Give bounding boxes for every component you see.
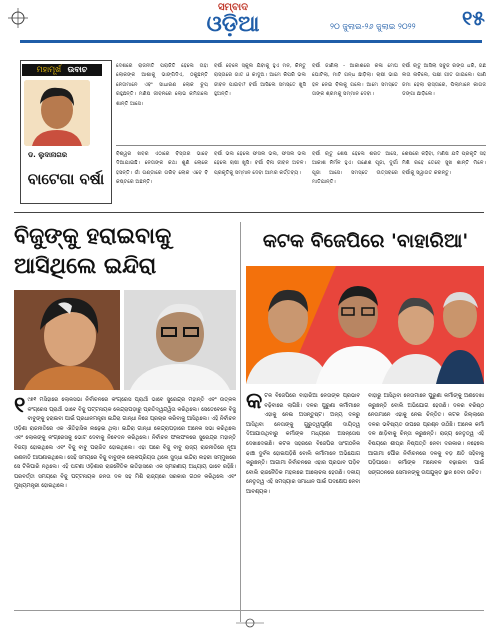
column-label-left: ମହାମୂର୍ଖ [36,65,62,74]
right-story-col2: ବାହାରୁ ଆସିଥିବା ନେତାମାନେ ପୁରୁଣା କର୍ମୀଙ୍କୁ ଅଣଦେଖା କରୁଛନ୍ତି ବୋଲି ଅଭିଯୋଗ ହେଉଛି। ଦଳର ବରିଷ୍ଠ ନେତାମାନେ ଏହାକୁ ନେଇ ଚିନ୍ତିତ। କଟକ ଜିଲ୍ଲାରେ ଦଳର ଭବିଷ୍ୟତ ଉପରେ ପ୍ରଶ୍ନ ଉଠିଛି। ଅନେକ କର୍ମୀ ଦଳ ଛାଡ଼ିବାକୁ ଚିନ୍ତା କରୁଛନ୍ତି। ରାଜ୍ୟ ନେତୃତ୍ୱ ଏହି ବିଷୟରେ ଶୀଘ୍ର ନିଷ୍ପତ୍ତି ନେବା ଦରକାର। ନହେଲେ ଆଗାମୀ ପୌର ନିର୍ବାଚନରେ ଦଳକୁ ବଡ଼ କ୍ଷତି ସହିବାକୁ ପଡ଼ିପାରେ। କର୍ମୀଙ୍କ ମନୋବଳ ବଢ଼ାଇବା ପାଇଁ ସଙ୍ଗଠନରେ ସେମାନଙ୍କୁ ଉପଯୁକ୍ତ ସ୍ଥାନ ଦେବା ଉଚିତ। [368,393,484,476]
brand-top: ସମ୍ବାଦ [218,2,248,13]
story-divider [240,222,241,622]
column-title: ବାଟେଗା ବର୍ଷା [27,170,105,188]
column-paragraph: ଦେଶରେ ରାଜନୀତି ପରାଜିତି ହେଲେ ତାହା ଲୋକଙ୍କ ଆଶାକୁ ଭାଙ୍ଗିଦିଏ, ଠକୁଛନ୍ତି ନେତାମାନେ ଏବଂ ସାଧାରଣ ଲୋକ ଚୁପ୍ ରହୁଛନ୍ତି। ମଣିଷ ଜୀବନରେ ଲୋଭ କମିଗଲେ ଶାନ୍ତି ଆସେ। [116,63,208,107]
left-headline-line1: ବିଜୁଙ୍କୁ ହରାଇବାକୁ [14,224,172,249]
indira-gandhi-photo [14,290,120,390]
bottom-rule [14,610,484,611]
left-dropcap: ୧ [14,396,26,418]
left-story-body [14,396,236,606]
column-label [22,64,102,76]
bjp-leaders-photo [246,266,484,384]
section-rule [14,212,484,213]
column-divider [116,145,486,146]
newspaper-brand [158,2,308,38]
issue-date: ୨୦ ଜୁଲାଇ-୨୬ ଜୁଲାଇ ୨୦୨୨ [330,22,416,31]
columnist-byline: ଡ. ଲୁଦାନାଗର [28,151,68,159]
column-paragraph: ବିଶ୍ୱର ଖବର ଏଠାରେ ବିସ୍ତାର ଭାବେ ଦିଆଯାଇଛି। ନେତାଙ୍କ କଥା ଶୁଣି ଲୋକେ ହସନ୍ତି। ଗାଁ ଗଣ୍ଡାରେ ଗରିବ ଲୋକ ଏବେ ବି କଷ୍ଟରେ ଅଛନ୍ତି। [116,151,208,186]
left-story-text: ୯୭୧ ମସିହାରେ ଲୋକସଭା ନିର୍ବାଚନରେ କଂଗ୍ରେସ ପ୍ରାର୍ଥୀ ଭାବେ ସୁରେନ୍ଦ୍ର ମହାନ୍ତି ଏବଂ ଉତ୍କଳ କଂଗ୍ରେସ ପ୍ରାର୍ଥୀ ଭାବେ ବିଜୁ ପଟ୍ଟନାୟକ କେନ୍ଦ୍ରାପଡ଼ାରୁ ପ୍ରତିଦ୍ୱନ୍ଦ୍ୱିତା କରିଥିଲେ। ସେତେବେଳେ ବିଜୁ ବାବୁଙ୍କୁ ହରାଇବା ପାଇଁ ପ୍ରଧାନମନ୍ତ୍ରୀ ଇନ୍ଦିରା ଗାନ୍ଧୀ ନିଜେ ପ୍ରଚାର କରିବାକୁ ଆସିଥିଲେ। ଏହି ନିର୍ବାଚନ ଓଡ଼ିଶା ରାଜନୀତିରେ ଏକ ଐତିହାସିକ ଲଢ଼େଇ ଥିଲା। ଇନ୍ଦିରା ଗାନ୍ଧୀ କେନ୍ଦ୍ରାପଡ଼ାରେ ଅନେକ ସଭା କରିଥିଲେ ଏବଂ ଲୋକଙ୍କୁ କଂଗ୍ରେସକୁ ଭୋଟ ଦେବାକୁ ନିବେଦନ କରିଥିଲେ। ନିର୍ବାଚନ ଫଳାଫଳରେ ସୁରେନ୍ଦ୍ର ମହାନ୍ତି ବିଜୟୀ ହୋଇଥିଲେ ଏବଂ ବିଜୁ ବାବୁ ପରାଜିତ ହୋଇଥିଲେ। ଏହା ପରେ ବିଜୁ ବାବୁ ରାଜ୍ୟ ରାଜନୀତିରେ ନୂଆ ରଣନୀତି ଆପଣାଇଥିଲେ। ସେହି ସମୟରେ ବିଜୁ ବାବୁଙ୍କ ଲୋକପ୍ରିୟତା ଥିଲେ ସୁଦ୍ଧା ଇନ୍ଦିରା ଲହରୀ ସମ୍ମୁଖରେ ସେ ଟିକିପାରି ନଥିଲେ। ଏହି ଘଟଣା ଓଡ଼ିଶାର ରାଜନୈତିକ ଇତିହାସରେ ଏକ ସ୍ମରଣୀୟ ଅଧ୍ୟାୟ ଭାବେ ରହିଛି। ପରବର୍ତ୍ତୀ ସମୟରେ ବିଜୁ ପଟ୍ଟନାୟକ ଜନତା ଦଳ ସହ ମିଶି ରାଜ୍ୟରେ ସରକାର ଗଠନ କରିଥିଲେ ଏବଂ ମୁଖ୍ୟମନ୍ତ୍ରୀ ହୋଇଥିଲେ। [14,397,236,490]
right-story-col1 [246,392,360,606]
right-story-text-1: ଟକ ବିଜେପିରେ ବାହାରିଆ ନେତାଙ୍କ ପ୍ରଭାବ ବଢ଼ିବାରେ ଲାଗିଛି। ଦଳର ପୁରୁଣା କର୍ମୀମାନେ ଏହାକୁ ନେଇ ଅସନ୍ତୁଷ୍ଟ। ଅନ୍ୟ ଦଳରୁ ଆସିଥିବା ନେତାଙ୍କୁ ଗୁରୁତ୍ୱପୂର୍ଣ୍ଣ ଦାୟିତ୍ୱ ଦିଆଯାଉଥିବାରୁ କର୍ମୀଙ୍କ ମଧ୍ୟରେ ଅସନ୍ତୋଷ ଦେଖାଦେଇଛି। କଟକ ସହରରେ ବିଜେପିର ସାଂଗଠନିକ ଢାଞ୍ଚା ଦୁର୍ବଳ ହୋଇପଡ଼ିଛି ବୋଲି କର୍ମୀମାନେ ଅଭିଯୋଗ କରୁଛନ୍ତି। ଆଗାମୀ ନିର୍ବାଚନରେ ଏହାର ପ୍ରଭାବ ପଡ଼ିବ ବୋଲି ରାଜନୈତିକ ମହଲରେ ଆଲୋଚନା ହେଉଛି। ଦଳୀୟ ନେତୃତ୍ୱ ଏହି ସମସ୍ୟାର ସମାଧାନ ପାଇଁ ପଦକ୍ଷେପ ନେବା ଆବଶ୍ୟକ। [246,393,360,495]
right-headline: କଟକ ବିଜେପିରେ 'ବାହାରିଆ' [262,230,469,252]
brand-main: ଓଡ଼ିଆ [206,12,260,37]
left-headline [14,222,236,282]
column-paragraph: ବର୍ଷା ବେଳେ ସ୍କୁଲ ଯିବାକୁ ହୁଏ ମନ, କିନ୍ତୁ ରାସ୍ତାରେ ଗାତ ଓ କାଦୁଅ। ଆମେ କିପରି ଭଲ ଜୀବନ ପାଇବା? ବର୍ଷା ଆସିଲେ ସମସ୍ତେ ଖୁସି ହୁଅନ୍ତି। [214,63,306,98]
registration-mark-icon [8,8,28,28]
column-paragraph: ବର୍ଷା ଋତୁ ଆସିଲା ସବୁଜ ରଙ୍ଗ ଧରି, ଗଛ ଲତା ନାଚିଲେ, ପକ୍ଷୀ ଗୀତ ଗାଇଲେ। ପାଣି ଜମା ହେଲା ରାସ୍ତାରେ, ପିଲାମାନେ କାଗଜ ଡଙ୍ଗା ଛାଡ଼ିଲେ। [402,63,486,98]
column-paragraph: ଶେଷରେ କହିବା, ମଣିଷ ଯଦି ପ୍ରକୃତି ସହ ମିଶି ରହେ ତେବେ ସୁଖ ଶାନ୍ତି ମିଳେ। ବର୍ଷାକୁ ସ୍ୱାଗତ କରନ୍ତୁ। [402,151,486,176]
column-paragraph: ବର୍ଷା ଭଲ ହେଲେ ଫସଲ ଭଲ, ଫସଲ ଭଲ ହେଲେ ଚାଷୀ ଖୁସି। ବର୍ଷା ବିନା ଜୀବନ ଅଚଳ। ପ୍ରକୃତିକୁ ସମ୍ମାନ ଦେବା ଆମର କର୍ତ୍ତବ୍ୟ। [214,151,306,176]
column-paragraph: ବର୍ଷା ଜାଣିଲା - ଆକାଶରେ କଳା ମେଘ ଘୋଟିଲା, ମାଟି ଗନ୍ଧ ଛାଡ଼ିଲା। ଚାଷୀ ଭାଇ ହଳ ନେଇ ବିଲକୁ ଗଲେ। ଆମେ ସମସ୍ତେ ତାଙ୍କ ଶ୍ରମକୁ ସମ୍ମାନ ଦେବା। [312,63,398,98]
columnist-photo [24,80,90,146]
column-paragraph: ବର୍ଷା ଋତୁ ଶେଷ ହେଲେ ଶରତ ଆସେ, ଆକାଶ ନିର୍ମଳ ହୁଏ। ଗଣେଶ ପୂଜା, ଦୁର୍ଗା ପୂଜା ଆସେ। ସମସ୍ତେ ଉତ୍ସବରେ ମାତିଯାନ୍ତି। [312,151,398,186]
column-label-right: ଉବାଚ [67,65,88,74]
bottom-registration-mark-icon [236,614,264,626]
right-dropcap: କ [246,392,263,414]
biju-patnaik-photo [124,290,236,390]
masthead [0,0,500,40]
left-headline-line2: ଆସିଥିଲେ ଇନ୍ଦିରା [14,254,157,279]
header-rule [20,40,482,43]
page-number: ୧୫ [462,6,485,30]
